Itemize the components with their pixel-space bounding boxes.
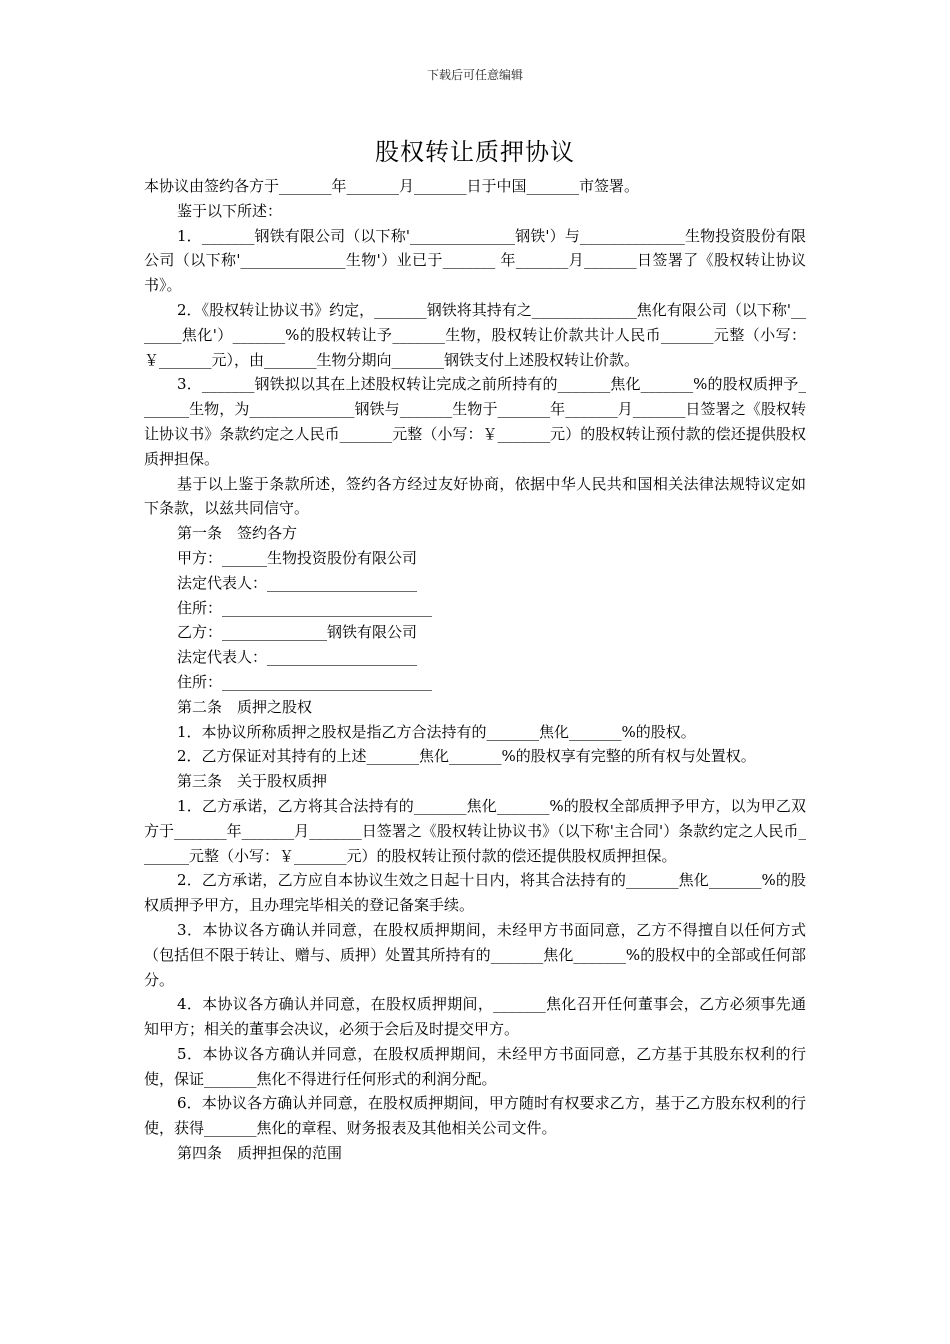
preamble-paragraph: 本协议由签约各方于_______年_______月_______日于中国_______市签署。 xyxy=(144,177,640,195)
recital-paragraph: 1．_______钢铁有限公司（以下称'______________钢铁'）与______________生物投资股份有限公司（以下称'______________生物'）业已于_______ 年_______月_______日签署了《股权转让协议书》。 xyxy=(144,226,806,295)
header-note: 下载后可任意编辑 xyxy=(426,68,523,82)
clause-paragraph: 2．乙方保证对其持有的上述_______焦化_______%的股权享有完整的所有权与处置权。 xyxy=(177,747,756,766)
party-b-representative-line: 法定代表人：____________________ xyxy=(177,648,418,667)
document-body xyxy=(144,174,806,1166)
party-b-address-line: 住所：____________________________ xyxy=(177,672,433,691)
clause-paragraph: 4．本协议各方确认并同意，在股权质押期间，_______焦化召开任何董事会，乙方必须事先通知甲方；相关的董事会决议，必须于会后及时提交甲方。 xyxy=(144,995,806,1039)
article-heading: 第四条 质押担保的范围 xyxy=(177,1144,343,1163)
clause-paragraph: 1．乙方承诺，乙方将其合法持有的_______焦化_______%的股权全部质押予甲方，以为甲乙双方于_______年_______月_______日签署之《股权转让协议书》（以下称'主合同'）条款约定之人民币_______元整（小写：￥_______元）的股权转让预付款的偿还提供股权质押担保。 xyxy=(144,796,806,865)
article-heading: 第一条 签约各方 xyxy=(177,524,298,543)
clause-paragraph: 5．本协议各方确认并同意，在股权质押期间，未经甲方书面同意，乙方基于其股东权利的行使，保证_______焦化不得进行任何形式的利润分配。 xyxy=(144,1044,806,1088)
clause-paragraph: 3．本协议各方确认并同意，在股权质押期间，未经甲方书面同意，乙方不得擅自以任何方式（包括但不限于转让、赠与、质押）处置其所持有的_______焦化_______%的股权中的全部或任何部分。 xyxy=(144,920,806,989)
clause-paragraph: 2．乙方承诺，乙方应自本协议生效之日起十日内，将其合法持有的_______焦化_______%的股权质押予甲方，且办理完毕相关的登记备案手续。 xyxy=(144,871,806,915)
recitals-heading: 鉴于以下所述： xyxy=(177,201,283,220)
party-a-line: 甲方：______生物投资股份有限公司 xyxy=(177,548,418,567)
party-b-line: 乙方：______________钢铁有限公司 xyxy=(177,623,418,642)
clause-paragraph: 6．本协议各方确认并同意，在股权质押期间，甲方随时有权要求乙方，基于乙方股东权利的行使，获得_______焦化的章程、财务报表及其他相关公司文件。 xyxy=(144,1094,806,1138)
basis-paragraph: 基于以上鉴于条款所述，签约各方经过友好协商，依据中华人民共和国相关法律法规特议定如下条款，以兹共同信守。 xyxy=(144,474,806,518)
article-heading: 第二条 质押之股权 xyxy=(177,697,313,716)
recital-paragraph: 3．_______钢铁拟以其在上述股权转让完成之前所持有的_______焦化_______%的股权质押予_______生物，为______________钢铁与_______生物于_______年_______月_______日签署之《股权转让协议书》条款约定之人民币_______元整（小写：￥_______元）的股权转让预付款的偿还提供股权质押担保。 xyxy=(144,375,806,468)
document-title: 股权转让质押协议 xyxy=(375,138,575,166)
clause-paragraph: 1．本协议所称质押之股权是指乙方合法持有的_______焦化_______%的股权。 xyxy=(177,722,696,741)
party-a-address-line: 住所：____________________________ xyxy=(177,598,433,617)
party-a-representative-line: 法定代表人：____________________ xyxy=(177,573,418,592)
article-heading: 第三条 关于股权质押 xyxy=(177,772,328,791)
recital-paragraph: 2．《股权转让协议书》约定，_______钢铁将其持有之______________焦化有限公司（以下称'_______焦化'）_______%的股权转让予_______生物，股权转让价款共计人民币_______元整（小写：￥_______元），由_______生物分期向_______钢铁支付上述股权转让价款。 xyxy=(144,300,806,369)
